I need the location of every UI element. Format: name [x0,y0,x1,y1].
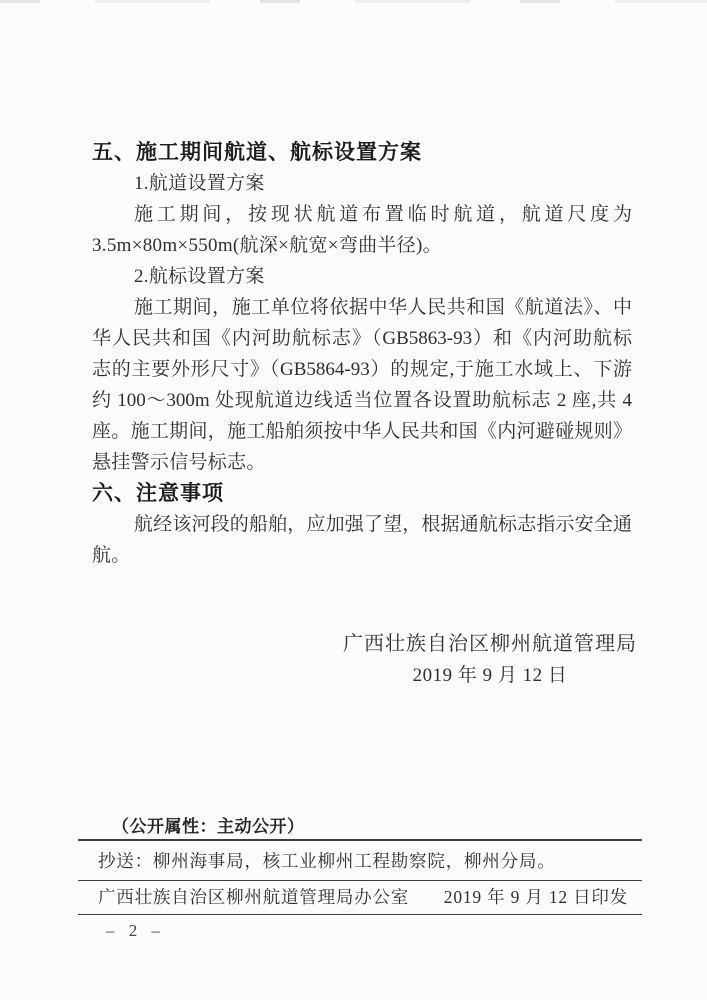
page-number: – 2 – [106,921,165,940]
subsection-label-1: 1.航道设置方案 [134,173,265,194]
issuing-office: 广西壮族自治区柳州航道管理局办公室 [98,887,410,907]
body-line: 华人民共和国《内河助航标志》（GB5863-93）和《内河助航标 [92,328,632,349]
body-line: 施工期间，按现状航道布置临时航道，航道尺度为 [134,204,632,225]
imprint-row [78,881,642,914]
cc-line: 抄送：柳州海事局，核工业柳州工程勘察院，柳州分局。 [98,851,556,871]
subsection-label-2: 2.航标设置方案 [134,266,265,287]
body-line: 悬挂警示信号标志。 [92,452,266,473]
body-line: 约 100～300m 处现航道边线适当位置各设置助航标志 2 座,共 4 [92,390,632,411]
body-line: 航。 [92,545,131,566]
section-heading-6: 六、注意事项 [92,482,224,505]
body-line: 座。施工期间，施工船舶须按中华人民共和国《内河避碰规则》 [92,421,632,442]
publicity-attribute: （公开属性：主动公开） [112,817,305,836]
divider-line [78,914,642,915]
document-footer [78,817,642,915]
issue-date: 2019 年 9 月 12 日 [412,665,568,686]
issuing-authority: 广西壮族自治区柳州航道管理局 [343,633,637,655]
scan-artifact [0,0,707,3]
body-line: 志的主要外形尺寸》（GB5864-93）的规定,于施工水域上、下游 [92,359,632,380]
section-heading-5: 五、施工期间航道、航标设置方案 [92,141,422,164]
signature-block [343,630,637,690]
print-date: 2019 年 9 月 12 日印发 [443,887,628,907]
body-line: 施工期间，施工单位将依据中华人民共和国《航道法》、中 [134,297,632,318]
body-line: 3.5m×80m×550m(航深×航宽×弯曲半径)。 [92,235,442,256]
body-line: 航经该河段的船舶，应加强了望，根据通航标志指示安全通 [134,514,632,535]
document-body [92,137,632,571]
